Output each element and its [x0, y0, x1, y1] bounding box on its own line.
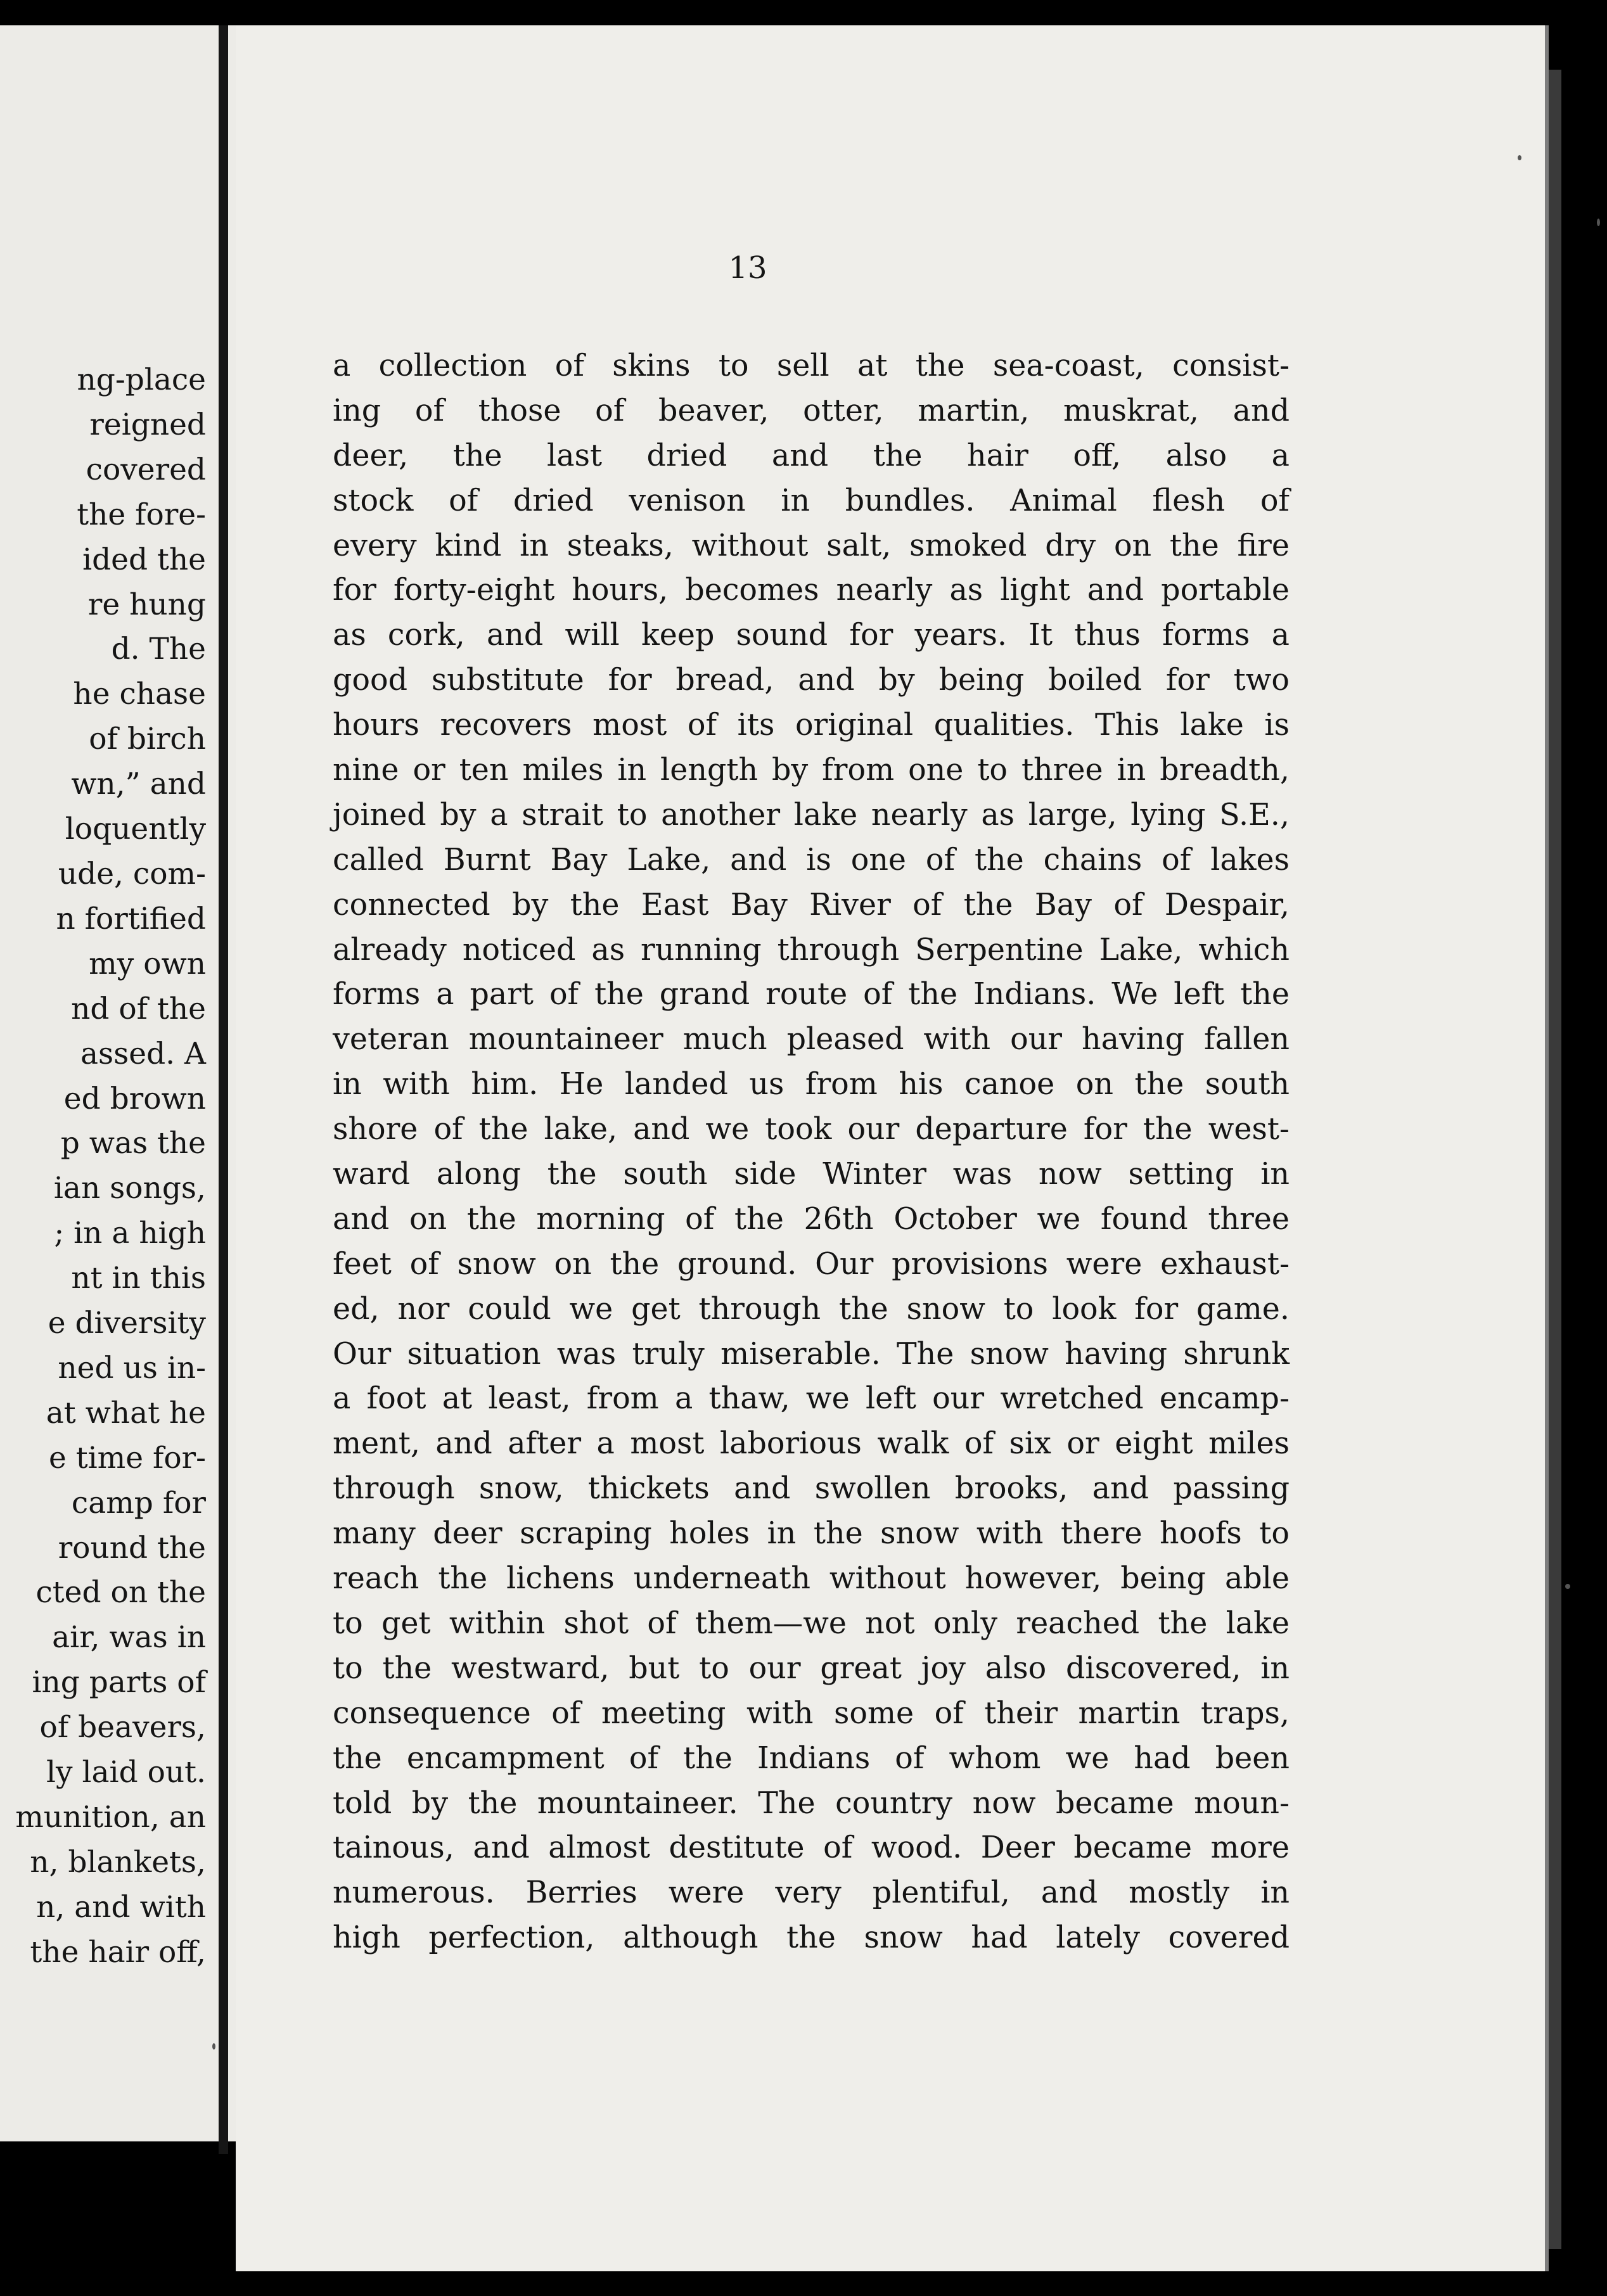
- text-line: tainous, and almost destitute of wood. Deer became more: [333, 1830, 1290, 1866]
- previous-page-line: of birch: [89, 722, 206, 757]
- previous-page-line: camp for: [71, 1485, 206, 1521]
- text-line: for forty-eight hours, becomes nearly as light and portable: [333, 573, 1290, 608]
- previous-page-line: ng-place: [77, 362, 206, 397]
- text-line: ment, and after a most laborious walk of six or eight miles: [333, 1426, 1290, 1462]
- text-line: connected by the East Bay River of the Bay of Despair,: [333, 887, 1290, 922]
- previous-page-line: ned us in-: [58, 1350, 206, 1386]
- previous-page-line: ing parts of: [32, 1665, 206, 1700]
- previous-page-line: n, and with: [36, 1889, 206, 1925]
- text-line: ed, nor could we get through the snow to look for game.: [333, 1291, 1290, 1327]
- text-line: joined by a strait to another lake nearly as large, lying S.E.,: [333, 797, 1290, 832]
- previous-page-line: at what he: [46, 1395, 206, 1431]
- text-line: veteran mountaineer much pleased with our having fallen: [333, 1022, 1290, 1057]
- previous-page-text: [0, 358, 206, 1975]
- previous-page-line: nd of the: [71, 991, 206, 1026]
- text-line: already noticed as running through Serpentine Lake, which: [333, 932, 1290, 967]
- text-line: ward along the south side Winter was now setting in: [333, 1157, 1290, 1192]
- previous-page-line: ian songs,: [53, 1171, 206, 1206]
- text-line: hours recovers most of its original qualities. This lake is: [333, 708, 1290, 743]
- previous-page-line: ; in a high: [54, 1216, 206, 1251]
- text-line: the encampment of the Indians of whom we had been: [333, 1740, 1290, 1776]
- scan-speck: [1565, 1584, 1570, 1589]
- text-line: ing of those of beaver, otter, martin, muskrat, and: [333, 393, 1290, 428]
- previous-page-line: he chase: [73, 677, 206, 712]
- previous-page-line: ude, com-: [58, 856, 206, 891]
- text-line: forms a part of the grand route of the Indians. We left the: [333, 977, 1290, 1012]
- scan-speck: [1518, 155, 1521, 160]
- page-body-text: [333, 344, 1290, 1961]
- previous-page-line: the hair off,: [30, 1934, 206, 1970]
- text-line: a foot at least, from a thaw, we left our wretched encamp-: [333, 1381, 1290, 1417]
- text-line: as cork, and will keep sound for years. It thus forms a: [333, 618, 1290, 653]
- text-line: many deer scraping holes in the snow with there hoofs to: [333, 1516, 1290, 1552]
- previous-page-line: cted on the: [35, 1575, 206, 1610]
- previous-page-line: reigned: [89, 407, 206, 442]
- text-line: told by the mountaineer. The country now became moun-: [333, 1785, 1290, 1821]
- text-line: Our situation was truly miserable. The snow having shrunk: [333, 1336, 1290, 1372]
- text-line: stock of dried venison in bundles. Animal flesh of: [333, 483, 1290, 518]
- scan-speck: [212, 2043, 215, 2050]
- previous-page: [0, 25, 269, 2141]
- text-line: and on the morning of the 26th October we found three: [333, 1201, 1290, 1237]
- text-line: every kind in steaks, without salt, smoked dry on the fire: [333, 528, 1290, 563]
- previous-page-line: nt in this: [71, 1261, 206, 1296]
- text-line: feet of snow on the ground. Our provisions were exhaust-: [333, 1246, 1290, 1282]
- previous-page-line: e diversity: [48, 1306, 206, 1341]
- page-number: 13: [728, 250, 767, 286]
- text-line: nine or ten miles in length by from one to three in breadth,: [333, 753, 1290, 788]
- text-line: consequence of meeting with some of their martin traps,: [333, 1695, 1290, 1731]
- text-line: good substitute for bread, and by being boiled for two: [333, 663, 1290, 698]
- previous-page-line: my own: [89, 946, 206, 981]
- previous-page-line: the fore-: [77, 497, 206, 532]
- text-line: called Burnt Bay Lake, and is one of the chains of lakes: [333, 842, 1290, 877]
- previous-page-line: assed. A: [80, 1036, 206, 1071]
- previous-page-line: of beavers,: [39, 1710, 206, 1745]
- text-line: a collection of skins to sell at the sea-coast, consist-: [333, 348, 1290, 383]
- previous-page-line: ed brown: [63, 1081, 206, 1116]
- previous-page-line: covered: [86, 452, 206, 487]
- text-line: to the westward, but to our great joy also discovered, in: [333, 1650, 1290, 1686]
- previous-page-line: munition, an: [15, 1800, 206, 1835]
- previous-page-line: n fortified: [56, 901, 206, 936]
- book-gutter: [219, 25, 228, 2154]
- text-line: shore of the lake, and we took our departure for the west-: [333, 1112, 1290, 1147]
- text-line: in with him. He landed us from his canoe on the south: [333, 1067, 1290, 1102]
- previous-page-line: round the: [58, 1530, 206, 1566]
- text-line: deer, the last dried and the hair off, also a: [333, 438, 1290, 473]
- previous-page-line: re hung: [87, 587, 206, 622]
- previous-page-line: p was the: [60, 1126, 206, 1161]
- previous-page-line: wn,” and: [71, 767, 206, 802]
- text-line: high perfection, although the snow had lately covered: [333, 1920, 1290, 1956]
- scan-speck: [1597, 219, 1600, 226]
- previous-page-line: air, was in: [52, 1620, 206, 1655]
- page-edge-shadow: [1549, 70, 1561, 2249]
- previous-page-line: d. The: [111, 632, 206, 667]
- previous-page-line: loquently: [65, 812, 206, 847]
- text-line: numerous. Berries were very plentiful, and mostly in: [333, 1875, 1290, 1911]
- previous-page-line: e time for-: [48, 1440, 206, 1476]
- previous-page-line: ided the: [82, 542, 206, 577]
- text-line: through snow, thickets and swollen brooks, and passing: [333, 1471, 1290, 1507]
- text-line: reach the lichens underneath without however, being able: [333, 1561, 1290, 1597]
- previous-page-line: ly laid out.: [46, 1755, 206, 1790]
- text-line: to get within shot of them—we not only reached the lake: [333, 1605, 1290, 1641]
- previous-page-line: n, blankets,: [30, 1844, 206, 1880]
